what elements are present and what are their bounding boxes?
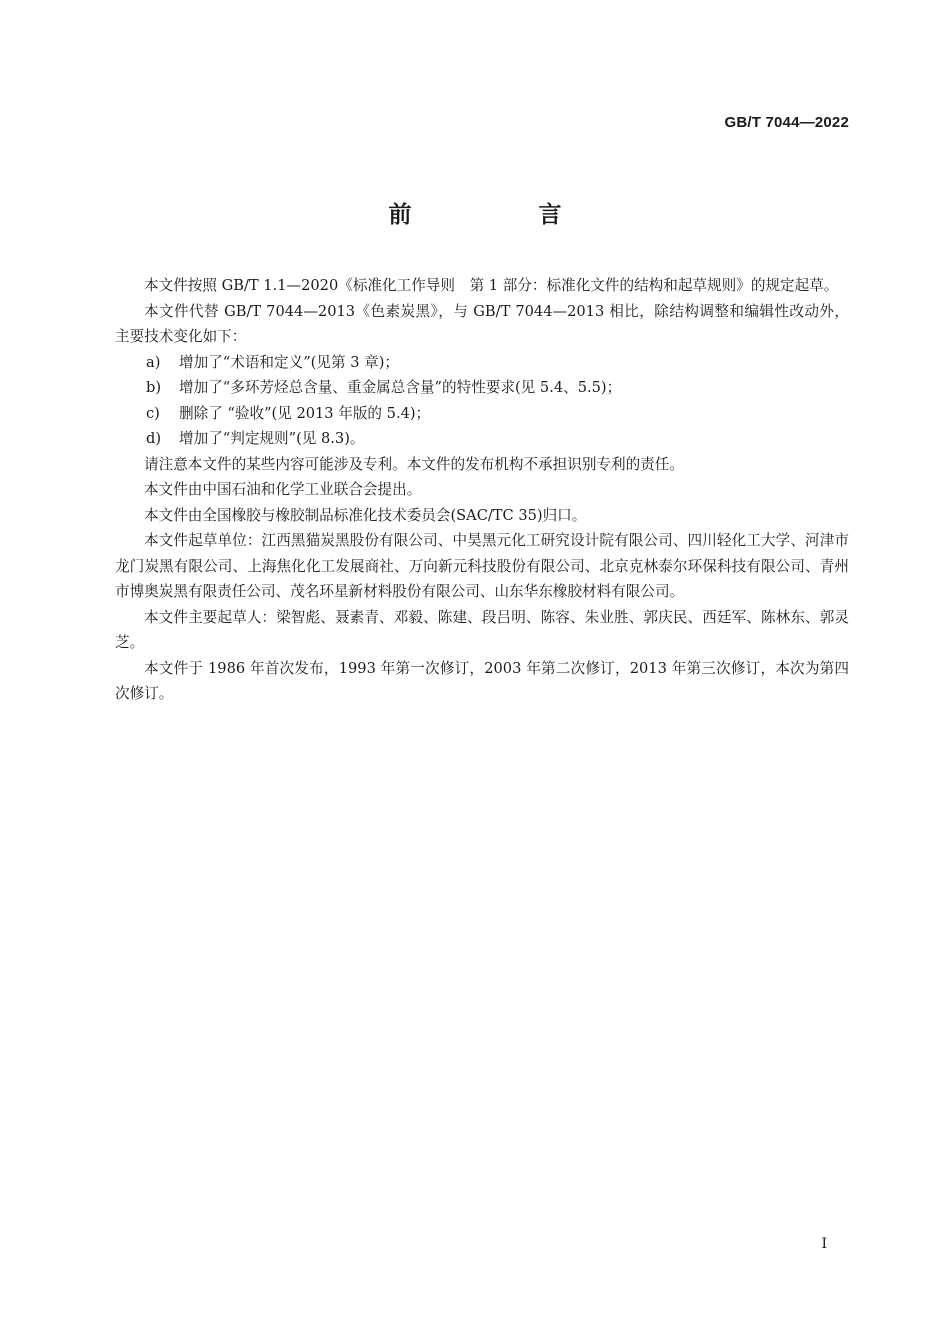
- list-item-text: 增加了“术语和定义”(见第 3 章)；: [179, 353, 399, 371]
- list-marker: a): [146, 353, 161, 371]
- paragraph-history: 本文件于 1986 年首次发布，1993 年第一次修订，2003 年第二次修订，2013 年第三次修订，本次为第四次修订。: [115, 659, 849, 702]
- paragraph-committee: 本文件由全国橡胶与橡胶制品标准化技术委员会(SAC/TC 35)归口。: [144, 506, 587, 524]
- list-item-text: 增加了“判定规则”(见 8.3)。: [179, 430, 365, 447]
- list-item: [115, 350, 849, 376]
- list-item-text: 增加了“多环芳烃总含量、重金属总含量”的特性要求(见 5.4、5.5)；: [179, 379, 622, 396]
- page-number: I: [821, 1236, 827, 1252]
- standard-code: GB/T 7044—2022: [724, 114, 849, 131]
- list-item-text: 删除了 “验收”(见 2013 年版的 5.4)；: [179, 404, 431, 422]
- paragraph-drafting-units: 本文件起草单位：江西黑猫炭黑股份有限公司、中昊黑元化工研究设计院有限公司、四川轻化工大学、河津市龙门炭黑有限公司、上海焦化化工发展商社、万向新元科技股份有限公司、北京克林泰尔环保科技有限公司、青州市博奥炭黑有限责任公司、茂名环星新材料股份有限公司、山东华东橡胶材料有限公司。: [115, 532, 849, 600]
- list-marker: b): [146, 379, 162, 396]
- paragraph-drafting-rules: 本文件按照 GB/T 1.1—2020《标准化工作导则 第 1 部分：标准化文件的结构和起草规则》的规定起草。: [144, 277, 839, 294]
- paragraph-proposer: 本文件由中国石油和化学工业联合会提出。: [144, 481, 422, 498]
- list-marker: d): [146, 430, 162, 447]
- paragraph-patent-notice: 请注意本文件的某些内容可能涉及专利。本文件的发布机构不承担识别专利的责任。: [144, 455, 684, 473]
- list-item: [115, 426, 849, 452]
- paragraph-replaces: 本文件代替 GB/T 7044—2013《色素炭黑》，与 GB/T 7044—2013 相比，除结构调整和编辑性改动外，主要技术变化如下：: [115, 302, 849, 345]
- list-item: [115, 375, 849, 401]
- list-item: [115, 401, 849, 427]
- paragraph-drafters: 本文件主要起草人：梁智彪、聂素青、邓毅、陈建、段吕明、陈容、朱业胜、郭庆民、西廷军、陈林东、郭灵芝。: [115, 608, 849, 651]
- page-title: 前 言: [388, 202, 614, 228]
- list-marker: c): [146, 404, 160, 422]
- foreword-body: [115, 273, 849, 707]
